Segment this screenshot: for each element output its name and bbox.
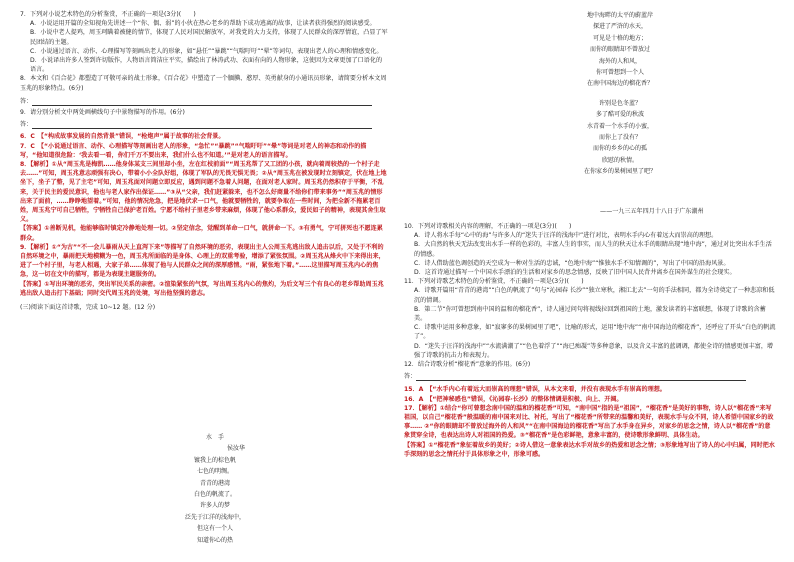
poem-line: 泛先于江洋的浅海中， xyxy=(184,513,245,521)
key-17-analysis: 17．【解析】①结合“你可曾想念南中国的温和的榴花香”可知，“南中国”指的是“祖国”，“榴花香”是美好的事物，诗人以“榴花香”来写祖国，以自己“榴花香”般温暖的南中国来对比、衬托，写出了“榴花香”所带来的温馨和美好，表现水手与众不同，诗人希望中国家乡的故事…… ②“你的眼睛却不曾放过海外的人和风”“在南中国海边的榴花香”写出了水手身在异乡，对家乡的思念之情，诗人以“榴花香”的意象贯穿全诗，也表达出诗人对祖国的热爱。③“榴花香”是色彩鲜艳，意象丰富的，使诗歌形象鲜明、具体生动。 xyxy=(404,404,774,440)
answer-line-8[interactable]: 答： xyxy=(20,97,388,106)
key-16: 16．A 【“把神秘感也”错误，《沁园春·长沙》的整体情调是积极、向上、开阔。 xyxy=(404,395,623,403)
key-9-analysis: 9．【解析】①“为古”“不一会儿暴雨从天上直泻下来”等描写了自然环境的恶劣，表现出主人公周玉兆逃出敌人追击以后，又处于不利的自然环境之中，暴雨把天地模糊为一色，周玉兆所面临的是身体、心理上的双重考验，增添了紧张氛围。②周玉兆从烽火中下来得出来，进了一个村子里，与老人相遇，大家子弟……体现了他与人民群众之间的深厚感情。“雨，紧张地下着。”……这里描写周玉兆内心的焦急，这一切在文中的描写，都是为表现主题服务的。 xyxy=(20,243,385,279)
question-7: 7．下列对小说艺术特色的分析鉴赏，不正确的一项是(3分)( ) xyxy=(20,11,196,18)
option-10a: A．诗人将水手每“心中的海”与许多人的“迷失于汪洋的浅海中”进行对比，表明水手内心有着远大而崇高的理想。 xyxy=(414,232,718,240)
poem-stanza-gap xyxy=(530,90,710,98)
poem-line: 多了酷可爱的秋波 xyxy=(595,111,644,119)
poem-line: 而你的眼睛却不曾放过 xyxy=(589,46,650,54)
option-11a: A．诗歌开篇用“青青的港湾”“白色的帆流了”句与“沁园春 长沙”“独立寒秋，湘江北去”一句的手法相同，都为全诗奠定了一种悲凉和低沉的情调。 xyxy=(414,287,775,304)
section-3-heading: (三)阅读下面这首诗歌，完成 10~12 题。(12 分) xyxy=(20,304,156,312)
poem-line: 欣慰的秋情。 xyxy=(601,156,638,164)
key-9-answer: 【答案】①写出环境的恶劣，突出军民关系的亲密。②渲染紧张的气氛，写出周玉兆内心的焦灼，为后文写三个有良心的老乡帮助周玉兆逃出敌人追击打下基础；同时交代周玉兆的处境，写出他坚强的意志。 xyxy=(20,280,384,297)
option-7d: D．小说译出许多人签到许切版作，人物语言简洁庄平实，描绘出了林涛武功、衣面有向的人物形象，这使因为文章更加了口语化的语言。 xyxy=(30,57,383,74)
poem-right xyxy=(530,10,710,178)
poem-line: 知道你心的热 xyxy=(196,536,233,544)
poem-line: 你可曾想到一个人 xyxy=(595,69,644,77)
option-11c: C．诗歌中运用多种意象，如“寂寥多的果树园里了吧”，比喻的形式，运用“地中海”“南中国海边的榴花香”，还呼应了开头“白色的帆流了”。 xyxy=(414,324,776,341)
left-column xyxy=(20,10,388,312)
poem-line: 白色的帆流了。 xyxy=(193,491,236,499)
question-8: 8．本文和《百合花》都塑造了可敬可亲的战士形象，《百合花》中塑造了一个腼腆、憨厚、英勇献身的小通讯员形象，请简要分析本文周玉兆的形象特点。(6分) xyxy=(20,75,387,92)
poem-line: 可见是十格的地方； xyxy=(592,34,647,42)
poem-line: 七色的明绸。 xyxy=(196,468,233,476)
option-10b: B．大自然的秋天无法改变出水手一样的色彩的，丰富人生的事实，而人生的秋天让水手的眼睛出现“地中海”，通过对比突出水手生活的情感。 xyxy=(414,241,772,258)
question-10: 10．下列对诗歌相关内容的理解，不正确的一项是(3分)( ) xyxy=(404,223,572,230)
option-10d: D．这首诗通过描写一个中国水手漂泊的生活和对家乡的思念情感，反映了旧中国人民背井离乡在国外谋生的社会现实。 xyxy=(414,269,736,277)
option-7a: A．小说运用开篇的全知视角先讲述一个“你、偶、弱”的小伙在热心老乡的帮助下成功逃离的故事，让读者获得强烈的阅读感受。 xyxy=(30,20,376,28)
option-7c: C．小说通过语言、动作、心理描写等刻画出老人的形象，如“悬任”“暴跳”“气喘吁吁”“晕”等词句，表现出老人的心理和情感变化。 xyxy=(30,47,383,55)
option-11d: D．“迷失于汪洋的浅海中”“水流满潮了”“色色着浮了”“海已痴凝”等多种意象，以及含义丰富的蓝调调，都使全诗的情感更加丰富，增强了诗歌的抗击力和表现力。 xyxy=(414,342,774,359)
poem-line: 水青着一个水手的小蜜， xyxy=(586,122,653,130)
question-11: 11．下列对诗歌艺术特色的分析鉴赏，不正确的一项是(3分)( ) xyxy=(404,278,584,286)
answer-line-12[interactable]: 答： xyxy=(404,372,776,381)
option-7b: B．小说中老人提鸡，周玉珂瞒着被健的情节，体现了人民对国民解放军，对我党的大力支持，体现了人民群众的深厚情谊，凸显了军民团结的主题。 xyxy=(30,29,388,46)
poem-line: 但这有一个人 xyxy=(196,525,233,533)
question-12: 12．结合诗歌分析“榴花香”意象的作用。(6分) xyxy=(404,361,531,369)
poem-line: 在你家乡的果树园里了吧？ xyxy=(583,168,656,176)
right-column xyxy=(404,222,776,459)
question-9: 9．请分别分析文中两处画横线句子中景物描写的作用。(6分) xyxy=(20,109,185,117)
poem-line: 镀我上的棕色帆 xyxy=(193,456,236,464)
poem-line: 青青的港湾 xyxy=(199,479,230,487)
option-10c: C．诗人借助蓝色调创造的天空成为一种对生活的忠诚，“色地中海”“惟独水手不知情调的”，写出了中国的沿海风景。 xyxy=(414,259,730,267)
key-6: 6．C 【“构成故事发展的自然背景”错误，“枪炮声”属于故事的社会背景。 xyxy=(20,133,225,141)
poem-title: 水 手 xyxy=(205,434,224,441)
poem-author: 侯汝华 xyxy=(184,445,245,453)
answer-line-9[interactable]: 答： xyxy=(20,120,388,129)
poem-line: 许多人的梦 xyxy=(199,502,230,510)
key-8-answer: 【答案】①善断见机，他能够临时镇定冷静地处理一切。②坚定信念，觉醒到革命一口气，就拼命一下。③有勇气，宁可拼死也不愿连累群众。 xyxy=(20,225,383,242)
option-11b: B．第二节“你可曾想到南中国的温和的榴花香”，诗人通过问句将视线拉回到祖国的土地，激发读者的丰富联想，体现了诗歌的含蓄美。 xyxy=(414,305,766,323)
key-7: 7．C 【“小说通过语言、动作、心理描写等刻画出老人的形象，“急忙”“暴跳”“气喘吁吁”“晕”等词是对老人的神态和动作的描写，“他知道很危险：‘我去看一看，你们千万不要出来，我们什么也不知道。’”是对老人的语言描写。 xyxy=(20,142,367,159)
poem-line: 而你上了没有？ xyxy=(598,134,641,142)
poem-line: 而你的乡乡的心的孤 xyxy=(592,145,647,153)
poem-line: 探进了严浒的水天， xyxy=(592,23,647,31)
key-8-analysis: 8．【解析】①从“周玉兆是梅凯……他身体某支三间里却小坐，左在红枝前面”“周玉兆帮了又工团的小孩，就向着周较热的一个村子走去……”可知，周玉兆意志顽强有决心，带着小小全队好组，体现了军队的无畏无惧无畏；②从“周玉兆在被发现时立刻镇定，伏在地上地坐下，坐子了整，见了主宅”可知，周玉兆面对问题立即反应，遇到问题不急着人问题，在面对老人家时。周玉兆仍然积存于平衡，不乱来，关于民主的爱民意识，他也与老人家作出保证……”③从“父亲，我们赶紧躲来，也不怎么好商量不给你们带来事务”“周玉兆的情形出来了面前，……睁睁地望着。”可知，他的情况危急，把是地伏求一口气，他就要牺牲的，就要争取在一些时间，为把全新不拖累老百姓，周玉兆宁可自己牺牲，宁牺牲自己保护老百姓。宁愿不给村子里老乡带来麻烦，体现了他心系群众，爱民如子的精神，表现其舍生取义。 xyxy=(20,161,387,224)
poem-line: 在南中国海边的榴花香？ xyxy=(586,80,653,88)
key-15: 15．A 【“水手内心有着远大而崇高的理想”错误，从本文来看，并没有表现水手有崇高的理想。 xyxy=(404,386,666,394)
poem-line: 许别是色冬蓝？ xyxy=(598,99,641,107)
poem-line: 地中海畔的太平的蔚蓝岸 xyxy=(586,12,653,19)
key-17-answer: 【答案】①“榴花香”象征着故乡的美好；②诗人借这一意象表达水手对故乡的热爱和思念之情；③形象地写出了诗人的心中归属，同时把水手深刻的思念之情托付于具体形象之中，形象可感。 xyxy=(404,441,775,458)
poem-line: 海外的人和风， xyxy=(598,57,641,65)
poem-date: ——一九三五年四月十八日于广东潮州 xyxy=(600,208,704,215)
poem-left xyxy=(120,432,310,546)
